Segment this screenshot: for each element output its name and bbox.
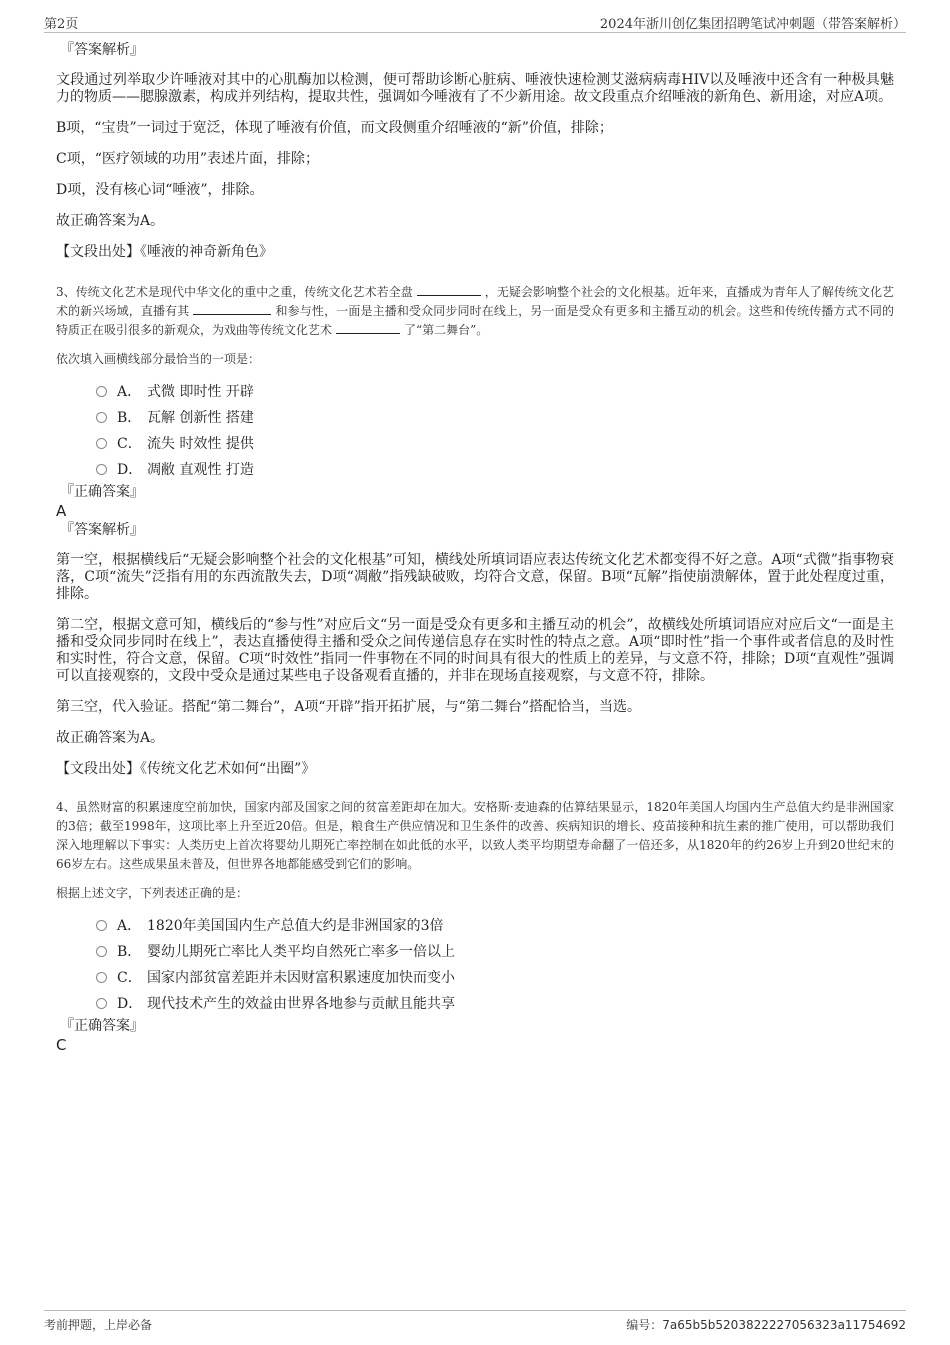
analysis-paragraph: B项，“宝贵”一词过于宽泛，体现了唾液有价值，而文段侧重介绍唾液的“新”价值，排除； — [56, 120, 613, 136]
page-footer — [44, 1310, 906, 1337]
analysis-label: 『答案解析』 — [60, 522, 144, 538]
question-stem: 3、传统文化艺术是现代中华文化的重中之重，传统文化艺术若全盘 ，无疑会影响整个社会的文化根基。近年来，直播成为青年人了解传统文化艺术的新兴场域，直播有其 和参与性，一面是主播和受众同步同时在线上，另一面是受众有更多和主播互动的机会。这些和传统传播方式不同的特质正在吸引很多的新观众，为戏曲等传统文化艺术 了“第二舞台”。 — [56, 285, 894, 337]
option-list — [96, 378, 894, 482]
option-text: 婴幼儿期死亡率比人类平均自然死亡率多一倍以上 — [147, 944, 455, 960]
analysis-paragraph: 第二空，根据文意可知，横线后的“参与性”对应后文“另一面是受众有更多和主播互动的机会”，故横线处所填词语应对应后文“一面是主播和受众同步同时在线上”，表达直播使得主播和受众之间传递信息存在实时性的特点之意。A项“即时性”指一个事件或者信息的及时性和实时性，符合文意，保留。C项“时效性”指同一件事物在不同的时间具有很大的性质上的差异，与文意不符，排除；D项“直观性”强调可以直接观察的，文段中受众是通过某些电子设备观看直播的，并非在现场直接观察，与文意不符，排除。 — [56, 617, 894, 684]
option-key: D． — [117, 462, 143, 478]
option-key: C． — [117, 436, 142, 452]
radio-button[interactable] — [96, 386, 107, 397]
radio-button[interactable] — [96, 920, 107, 931]
analysis-paragraph: 第三空，代入验证。搭配“第二舞台”，A项“开辟”指开拓扩展，与“第二舞台”搭配恰当，当选。 — [56, 699, 642, 715]
radio-button[interactable] — [96, 412, 107, 423]
radio-button[interactable] — [96, 972, 107, 983]
document-code — [626, 1316, 906, 1333]
analysis-paragraph: C项，“医疗领域的功用”表述片面，排除； — [56, 151, 320, 167]
source-line: 【文段出处】《传统文化艺术如何“出圈”》 — [56, 761, 316, 777]
radio-button[interactable] — [96, 464, 107, 475]
fill-blank — [336, 323, 400, 334]
answer-label: 『正确答案』 — [60, 484, 144, 500]
option-list — [96, 912, 894, 1016]
question-prompt: 依次填入画横线部分最恰当的一项是： — [56, 352, 261, 366]
option-b[interactable] — [96, 404, 894, 430]
radio-button[interactable] — [96, 438, 107, 449]
final-answer-line: 故正确答案为A。 — [56, 730, 165, 746]
option-b[interactable] — [96, 938, 894, 964]
radio-button[interactable] — [96, 946, 107, 957]
radio-button[interactable] — [96, 998, 107, 1009]
option-c[interactable] — [96, 964, 894, 990]
option-d[interactable] — [96, 456, 894, 482]
option-c[interactable] — [96, 430, 894, 456]
code-label: 编号： — [626, 1318, 663, 1332]
analysis-paragraph: D项，没有核心词“唾液”，排除。 — [56, 182, 264, 198]
option-key: A． — [117, 384, 142, 400]
option-text: 式微 即时性 开辟 — [147, 384, 254, 400]
option-text: 现代技术产生的效益由世界各地参与贡献且能共享 — [147, 996, 455, 1012]
option-key: D． — [117, 996, 143, 1012]
option-key: A． — [117, 918, 142, 934]
code-value: 7a65b5b5203822227056323a11754692 — [662, 1318, 906, 1332]
option-text: 流失 时效性 提供 — [147, 436, 254, 452]
analysis-paragraph: 文段通过列举取少许唾液对其中的心肌酶加以检测，便可帮助诊断心脏病、唾液快速检测艾滋病病毒HIV以及唾液中还含有一种极具魅力的物质——腮腺激素，构成并列结构，提取共性，强调如今唾液有了不少新用途。故文段重点介绍唾液的新角色、新用途，对应A项。 — [56, 72, 894, 105]
option-key: C． — [117, 970, 142, 986]
fill-blank — [193, 304, 271, 315]
correct-answer: C — [56, 1036, 67, 1054]
answer-label: 『正确答案』 — [60, 1018, 144, 1034]
option-text: 瓦解 创新性 搭建 — [147, 410, 254, 426]
option-text: 凋敝 直观性 打造 — [147, 462, 254, 478]
analysis-label: 『答案解析』 — [60, 42, 144, 58]
page-header — [44, 10, 906, 33]
option-a[interactable] — [96, 378, 894, 404]
source-line: 【文段出处】《唾液的神奇新角色》 — [56, 244, 273, 260]
option-d[interactable] — [96, 990, 894, 1016]
option-text: 国家内部贫富差距并未因财富积累速度加快而变小 — [147, 970, 455, 986]
question-prompt: 根据上述文字，下列表述正确的是： — [56, 886, 249, 900]
final-answer-line: 故正确答案为A。 — [56, 213, 165, 229]
option-key: B． — [117, 944, 142, 960]
fill-blank — [417, 285, 481, 296]
footer-slogan: 考前押题，上岸必备 — [44, 1318, 153, 1332]
option-key: B． — [117, 410, 142, 426]
option-text: 1820年美国国内生产总值大约是非洲国家的3倍 — [147, 918, 444, 934]
document-title: 2024年浙川创亿集团招聘笔试冲刺题（带答案解析） — [599, 17, 906, 32]
option-a[interactable] — [96, 912, 894, 938]
correct-answer: A — [56, 502, 67, 520]
page-number: 第2页 — [44, 17, 79, 32]
analysis-paragraph: 第一空，根据横线后“无疑会影响整个社会的文化根基”可知，横线处所填词语应表达传统文化艺术都变得不好之意。A项“式微”指事物衰落，C项“流失”泛指有用的东西流散失去，D项“凋敝”指残缺破败，均符合文意，保留。B项“瓦解”指使崩溃解体，置于此处程度过重，排除。 — [56, 552, 894, 602]
page-content — [56, 40, 894, 1054]
question-stem: 4、虽然财富的积累速度空前加快，国家内部及国家之间的贫富差距却在加大。安格斯·麦迪森的估算结果显示，1820年美国人均国内生产总值大约是非洲国家的3倍；截至1998年，这项比率上升至近20倍。但是，粮食生产供应情况和卫生条件的改善、疾病知识的增长、疫苗接种和抗生素的推广使用，可以帮助我们深入地理解以下事实：人类历史上首次将婴幼儿期死亡率控制在如此低的水平，以致人类平均期望寿命翻了一倍还多，从1820年的约26岁上升到20世纪末的66岁左右。这些成果虽未普及，但世界各地都能感受到它们的影响。 — [56, 800, 894, 871]
